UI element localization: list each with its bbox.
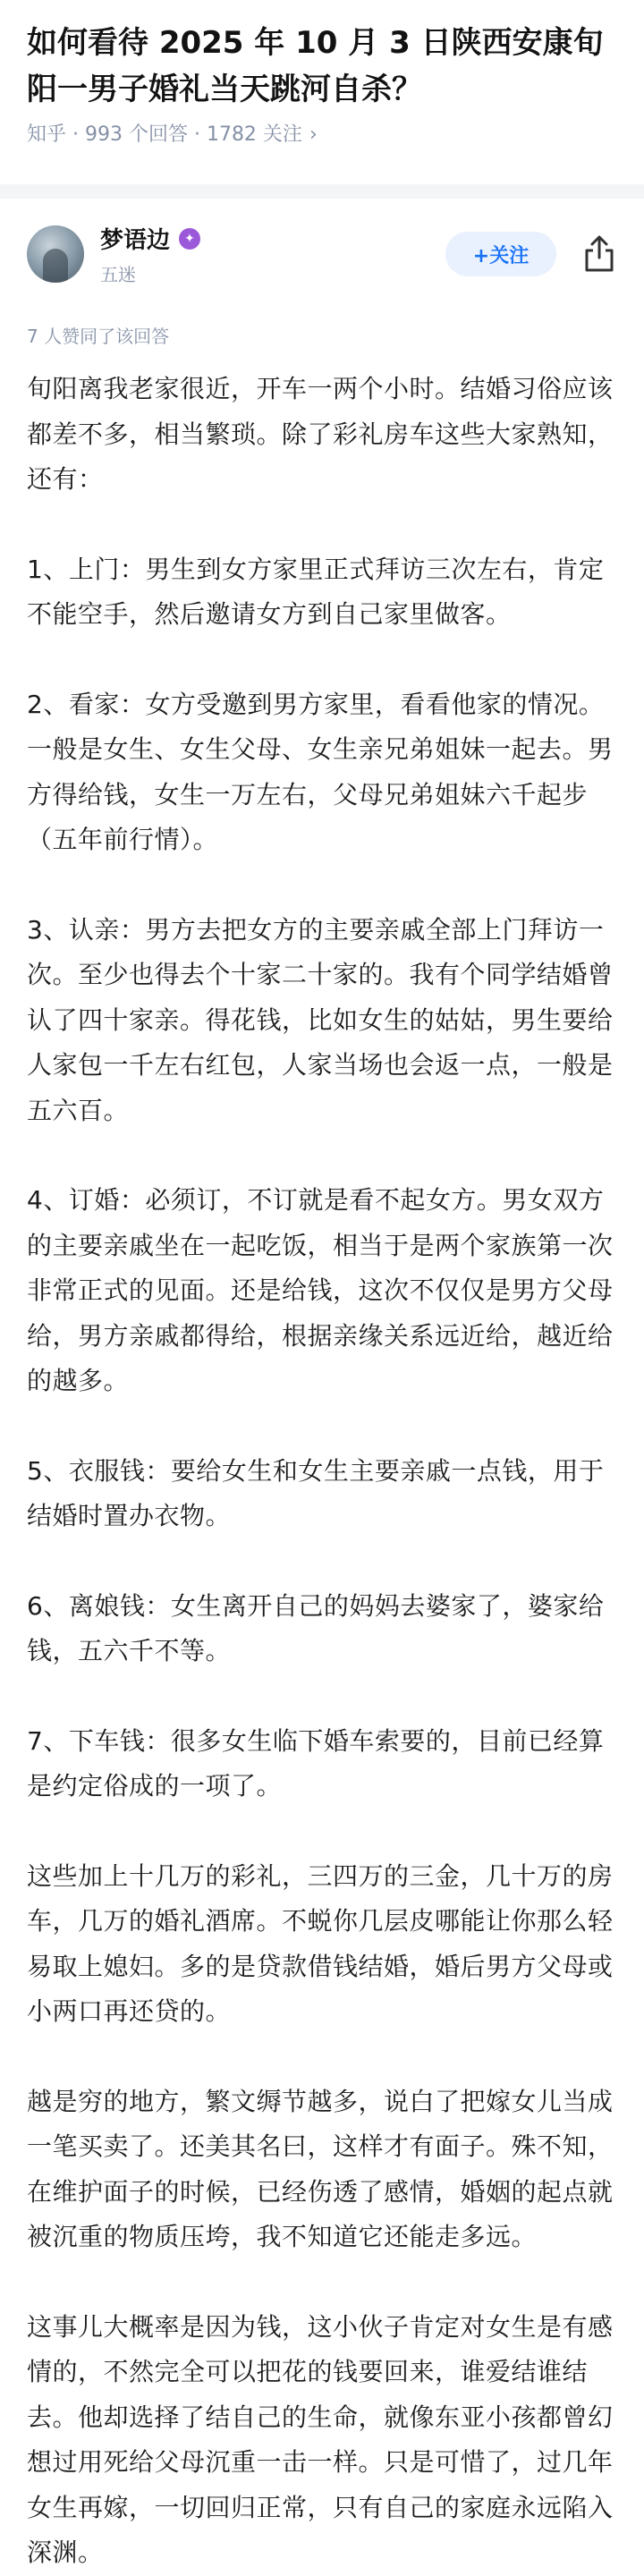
answer-paragraph: 3、认亲：男方去把女方的主要亲戚全部上门拜访一次。至少也得去个十家二十家的。我有个同学结婚曾认了四十家亲。得花钱，比如女生的姑姑，男生要给人家包一千左右红包，人家当场也会返一点，一般是五六百。 [27,914,614,1125]
section-divider [0,184,644,199]
share-icon[interactable] [581,234,617,274]
author-name-line [100,222,445,255]
follow-button[interactable]: +关注 [445,232,556,276]
answer-paragraph: 越是穷的地方，繁文缛节越多，说白了把嫁女儿当成一笔买卖了。还美其名曰，这样才有面子。殊不知，在维护面子的时候，已经伤透了感情，婚姻的起点就被沉重的物质压垮，我不知道它还能走多远。 [27,2086,614,2251]
question-title[interactable]: 如何看待 2025 年 10 月 3 日陕西安康旬阳一男子婚礼当天跳河自杀？ [27,25,604,107]
answer-paragraph: 6、离娘钱：女生离开自己的妈妈去婆家了，婆家给钱，五六千不等。 [27,1590,605,1665]
avatar[interactable] [27,225,84,283]
answer-paragraph: 这些加上十几万的彩礼，三四万的三金，几十万的房车，几万的婚礼酒席。不蜕你几层皮哪能让你那么轻易取上媳妇。多的是贷款借钱结婚，婚后男方父母或小两口再还贷的。 [27,1860,614,2026]
answer-paragraph: 1、上门：男生到女方家里正式拜访三次左右，肯定不能空手，然后邀请女方到自己家里做客。 [27,554,605,629]
question-stats: 知乎 · 993 个回答 · 1782 关注 [27,123,302,146]
author-row [0,199,644,286]
question-meta[interactable] [27,122,617,148]
answer-body [0,367,644,2576]
author-level: 五迷 [100,264,136,285]
answer-paragraph: 5、衣服钱：要给女生和女生主要亲戚一点钱，用于结婚时置办衣物。 [27,1455,605,1530]
upvote-note: 7 人赞同了该回答 [27,326,170,347]
answer-paragraph: 7、下车钱：很多女生临下婚车索要的，目前已经算是约定俗成的一项了。 [27,1725,605,1801]
author-info [100,222,445,286]
answer-paragraph: 这事儿大概率是因为钱，这小伙子肯定对女生是有感情的，不然完全可以把花的钱要回来，谁爱结谁结去。他却选择了结自己的生命，就像东亚小孩都曾幻想过用死给父母沉重一击一样。只是可惜了，过几年女生再嫁，一切回归正常，只有自己的家庭永远陷入深渊。 [27,2311,614,2567]
answer-paragraph: 2、看家：女方受邀到男方家里，看看他家的情况。一般是女生、女生父母、女生亲兄弟姐妹一起去。男方得给钱，女生一万左右，父母兄弟姐妹六千起步（五年前行情）。 [27,689,614,854]
answer-paragraph: 旬阳离我老家很近，开车一两个小时。结婚习俗应该都差不多，相当繁琐。除了彩礼房车这些大家熟知，还有： [27,374,614,494]
chevron-right-icon: › [309,123,318,146]
author-name[interactable]: 梦语边 [100,227,171,254]
question-header [0,0,644,148]
answer-paragraph: 4、订婚：必须订，不订就是看不起女方。男女双方的主要亲戚坐在一起吃饭，相当于是两个家族第一次非常正式的见面。还是给钱，这次不仅仅是男方父母给，男方亲戚都得给，根据亲缘关系远近给，越近给的越多。 [27,1185,614,1395]
certification-badge-icon: ✦ [179,228,200,250]
